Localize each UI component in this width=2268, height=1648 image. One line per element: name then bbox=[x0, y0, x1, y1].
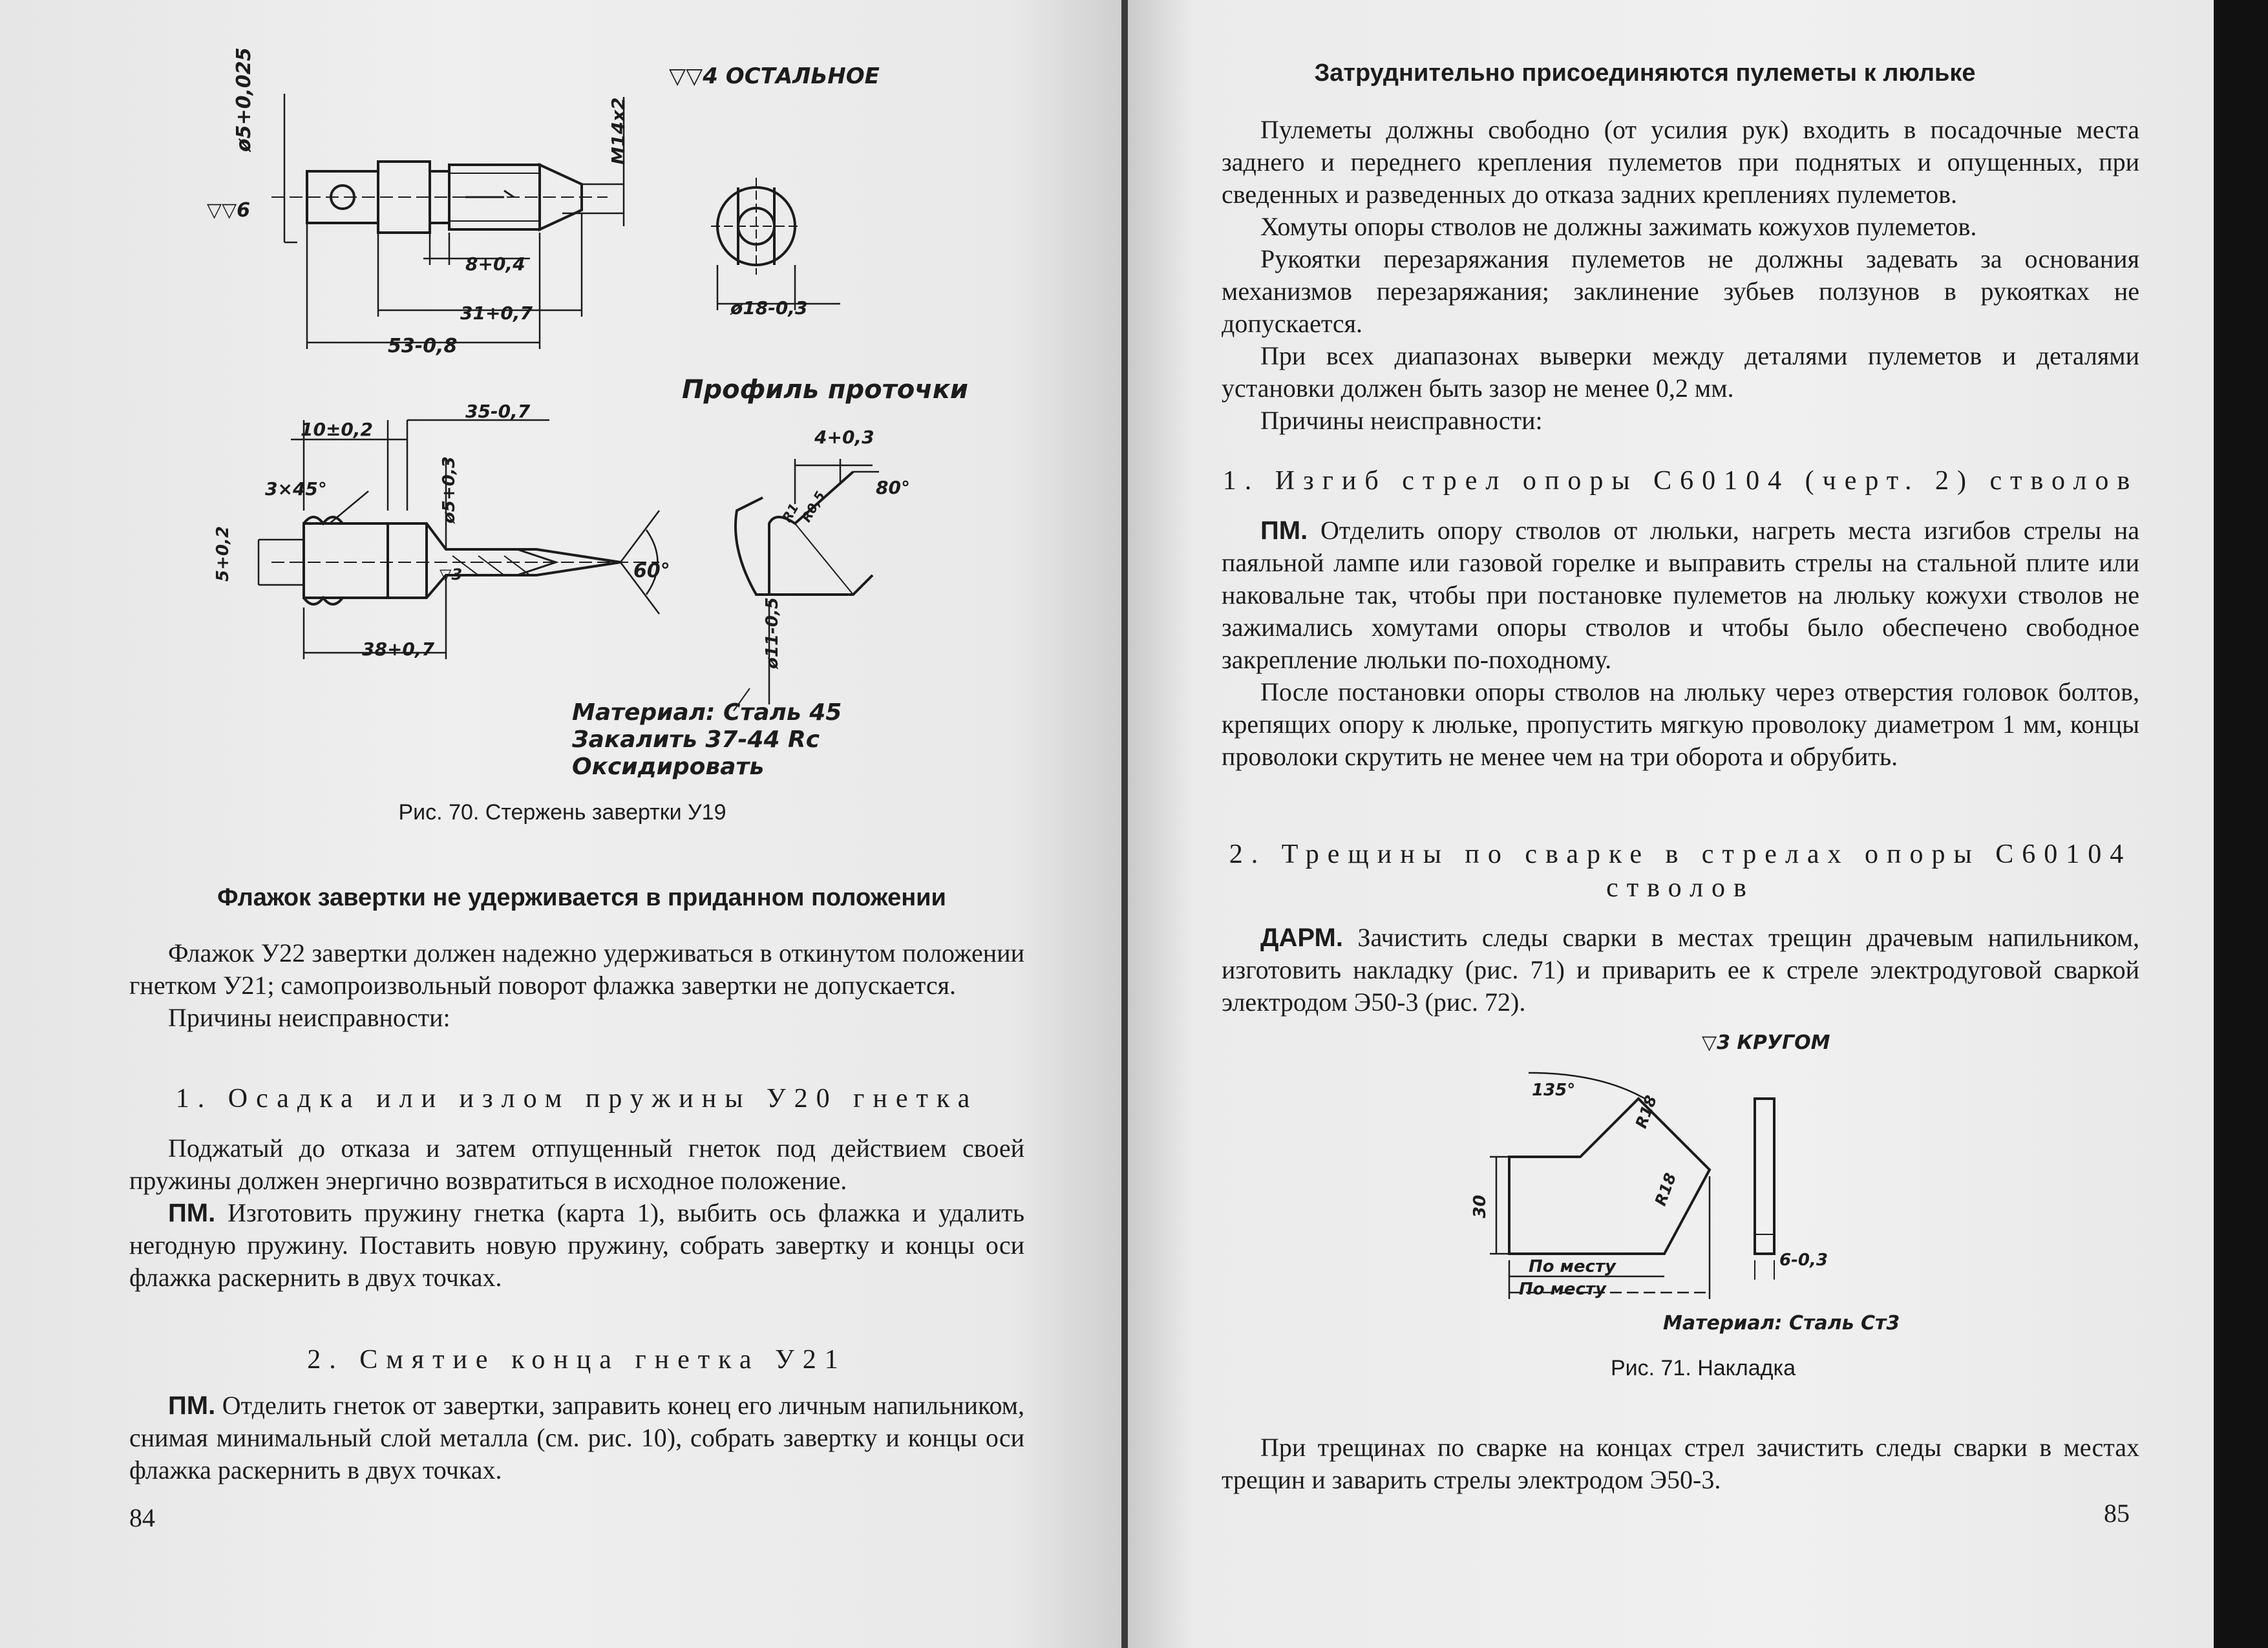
figure-71-drawing bbox=[1451, 1021, 1839, 1344]
paragraph bbox=[1222, 922, 2139, 1019]
page-number-left: 84 bbox=[129, 1503, 155, 1532]
fig70-material-line1: Материал: Сталь 45 bbox=[572, 699, 842, 726]
left-text-block-1 bbox=[129, 937, 1024, 1034]
left-text-block-3 bbox=[129, 1389, 1024, 1486]
dim-h5: 5+0,2 bbox=[213, 526, 233, 582]
fig70-caption: Рис. 70. Стержень завертки У19 bbox=[398, 800, 726, 825]
profile-title: Профиль проточки bbox=[682, 375, 968, 405]
causes-label: Причины неисправности: bbox=[1260, 406, 1543, 435]
profile-dim-d11: ø11-0,5 bbox=[763, 597, 782, 669]
figure-70-drawing bbox=[194, 47, 970, 743]
fig71-caption: Рис. 71. Накладка bbox=[1610, 1356, 1796, 1380]
profile-dim-l4: 4+0,3 bbox=[814, 427, 874, 448]
profile-dim-a80: 80° bbox=[876, 477, 910, 498]
dim-d5b: ø5+0,3 bbox=[440, 456, 459, 523]
right-page bbox=[1128, 0, 2214, 1648]
dim-d18: ø18-0,3 bbox=[730, 297, 808, 319]
paragraph: Хомуты опоры стволов не должны зажимать кожухов пулеметов. bbox=[1260, 212, 1977, 241]
groove-profile bbox=[734, 459, 879, 711]
fig71-surface-note: ▽3 КРУГОМ bbox=[1702, 1031, 1830, 1054]
fig71-thickness: 6-0,3 bbox=[1779, 1251, 1828, 1270]
fig71-height-30: 30 bbox=[1470, 1194, 1490, 1218]
dim-l35: 35-0,7 bbox=[465, 401, 531, 422]
paragraph bbox=[129, 1389, 1024, 1486]
paragraph-text: Отделить гнеток от завертки, заправить конец его личным напильником, снимая минимальный слой металла (см. рис. 10), собрать завертку и концы оси флажка раскернить в двух точках. bbox=[129, 1391, 1024, 1484]
section-heading: Затруднительно присоединяются пулеметы к люльке bbox=[1314, 59, 1976, 87]
profile-dim-r05: R0,5 bbox=[798, 488, 829, 525]
profile-dim-r1: R1 bbox=[779, 500, 802, 525]
paragraph: Пулеметы должны свободно (от усилия рук) входить в посадочные места заднего и переднего крепления пулеметов при поднятых и опущенных, при сведенных и разведенных до отказа задних креплениях пулеметов. bbox=[1222, 115, 2139, 209]
fig71-fit-1: По месту bbox=[1529, 1257, 1616, 1276]
cause-2-title-line2: стволов bbox=[1606, 873, 1755, 903]
right-text-block-2 bbox=[1222, 514, 2139, 773]
paragraph-text: Зачистить следы сварки в местах трещин драчевым напильником, изготовить накладку (рис. 71) и приварить ее к стреле электродуговой сваркой электродом Э50-3 (рис. 72). bbox=[1222, 923, 2140, 1017]
paragraph bbox=[1222, 514, 2139, 676]
paragraph: Рукоятки перезаряжания пулеметов не должны задевать за основания механизмов перезаряжания; заклинение зубьев ползунов в рукоятках не допускается. bbox=[1222, 244, 2139, 338]
paragraph: Поджатый до отказа и затем отпущенный гнеток под действием своей пружины должен энергично возвратиться в исходное положение. bbox=[129, 1134, 1024, 1195]
fig71-radius-1: R18 bbox=[1632, 1093, 1661, 1131]
surface-finish-note: ▽▽4 ОСТАЛЬНОЕ bbox=[669, 63, 880, 89]
work-type-mark: ДАРМ. bbox=[1260, 924, 1343, 952]
cause-2-title: 2. Смятие конца гнетка У21 bbox=[307, 1345, 847, 1375]
dim-l10: 10±0,2 bbox=[301, 419, 374, 440]
fig70-material-line2: Закалить 37-44 Rс bbox=[572, 726, 820, 753]
fig71-radius-2: R18 bbox=[1651, 1170, 1680, 1209]
left-page bbox=[0, 0, 1121, 1648]
paragraph-text: Изготовить пружину гнетка (карта 1), выбить ось флажка и удалить негодную пружину. Поставить новую пружину, собрать завертку и концы оси флажка раскернить в двух точках. bbox=[129, 1198, 1024, 1292]
dim-m14: M14x2 bbox=[608, 97, 629, 165]
paragraph: При всех диапазонах выверки между деталями пулеметов и деталями установки должен быть зазор не менее 0,2 мм. bbox=[1222, 341, 2139, 403]
book-edge bbox=[2214, 0, 2268, 1648]
paragraph: Флажок У22 завертки должен надежно удерживаться в откинутом положении гнетком У21; самопроизвольный поворот флажка завертки не допускается. bbox=[129, 938, 1024, 1000]
left-text-block-2 bbox=[129, 1132, 1024, 1294]
paragraph: После постановки опоры стволов на люльку через отверстия головок болтов, крепящих опору к люльке, пропустить мягкую проволоку диаметром 1 мм, концы проволоки скрутить не менее чем на три оборота и обрубить. bbox=[1222, 677, 2139, 771]
book-spine bbox=[1121, 0, 1128, 1648]
right-text-block-1 bbox=[1222, 114, 2139, 437]
right-text-block-3 bbox=[1222, 922, 2139, 1019]
dim-l31: 31+0,7 bbox=[460, 302, 533, 324]
paragraph-text: Отделить опору стволов от люльки, нагреть места изгибов стрелы на паяльной лампе или газовой горелке и выправить стрелы на стальной плите или наковальне так, чтобы при постановке пулеметов на люльку кожухи стволов не зажимались хомутами опоры стволов и чтобы было обеспечено свободное закрепление люльки по-походному. bbox=[1222, 516, 2139, 674]
cause-1-title: 1. Изгиб стрел опоры С60104 (черт. 2) стволов bbox=[1222, 466, 2139, 496]
cause-1-title: 1. Осадка или излом пружины У20 гнетка bbox=[175, 1084, 979, 1114]
page-number-right: 85 bbox=[2104, 1499, 2130, 1528]
dim-chamfer: 3×45° bbox=[265, 478, 327, 500]
rod-section-view bbox=[271, 511, 659, 614]
right-text-block-4 bbox=[1222, 1431, 2139, 1496]
causes-label: Причины неисправности: bbox=[168, 1003, 450, 1032]
paragraph bbox=[129, 1197, 1024, 1294]
dim-l38: 38+0,7 bbox=[362, 639, 435, 660]
dim-l8: 8+0,4 bbox=[465, 253, 525, 275]
dim-rough3: ▽3 bbox=[440, 565, 463, 584]
rod-side-view bbox=[271, 162, 608, 233]
fig71-material: Материал: Сталь Ст3 bbox=[1663, 1312, 1900, 1335]
cause-2-title-line1: 2. Трещины по сварке в стрелах опоры С60104 bbox=[1229, 840, 2132, 869]
work-type-mark: ПМ. bbox=[168, 1391, 216, 1420]
fig70-material-line3: Оксидировать bbox=[572, 754, 765, 780]
section-heading: Флажок завертки не удерживается в приданном положении bbox=[217, 884, 946, 911]
work-type-mark: ПМ. bbox=[168, 1199, 216, 1227]
fig71-angle-135: 135° bbox=[1532, 1081, 1576, 1100]
fig71-fit-2: По месту bbox=[1519, 1280, 1606, 1299]
dim-l53: 53-0,8 bbox=[388, 335, 458, 357]
paragraph: При трещинах по сварке на концах стрел зачистить следы сварки в местах трещин и заварить стрелы электродом Э50-3. bbox=[1222, 1433, 2139, 1494]
dim-rough6: ▽▽6 bbox=[207, 199, 251, 222]
dim-d5: ø5+0,025 bbox=[233, 47, 255, 152]
work-type-mark: ПМ. bbox=[1260, 516, 1308, 545]
dim-angle60: 60° bbox=[633, 560, 670, 582]
rod-end-view bbox=[711, 178, 840, 310]
